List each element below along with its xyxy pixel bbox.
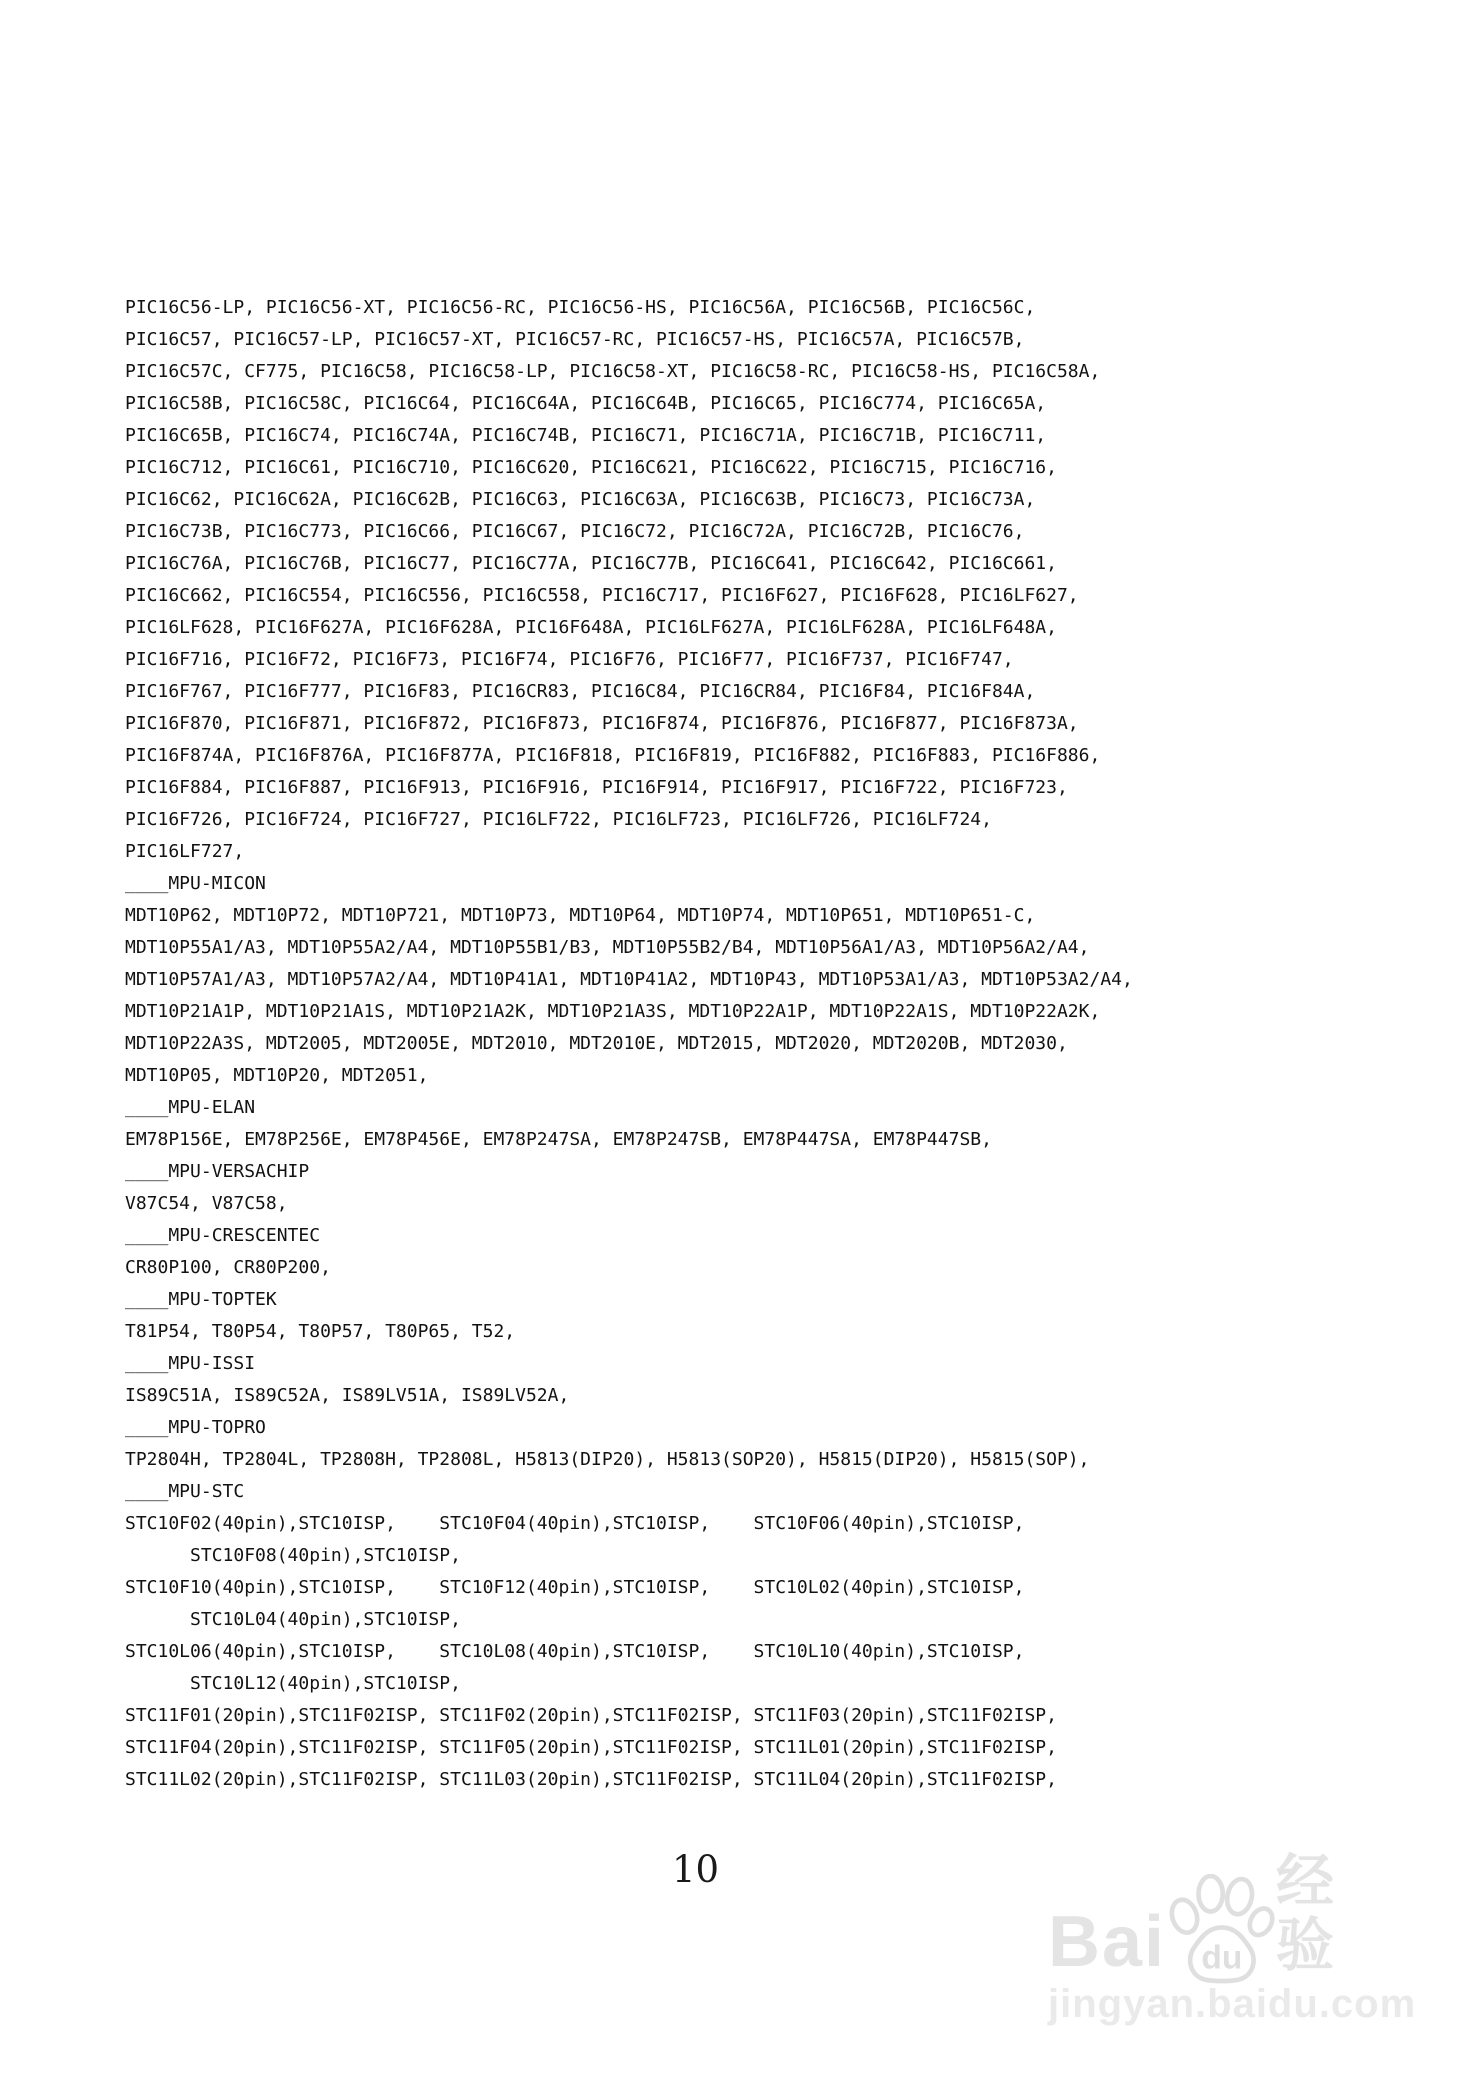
text-line: PIC16F874A, PIC16F876A, PIC16F877A, PIC16F818, PIC16F819, PIC16F882, PIC16F883, PIC16F886, <box>125 745 1101 766</box>
text-line: IS89C51A, IS89C52A, IS89LV51A, IS89LV52A, <box>125 1385 570 1406</box>
text-line: STC10L12(40pin),STC10ISP, <box>125 1673 461 1694</box>
text-line: PIC16C65B, PIC16C74, PIC16C74A, PIC16C74B, PIC16C71, PIC16C71A, PIC16C71B, PIC16C711, <box>125 425 1047 446</box>
text-line: PIC16LF727, <box>125 841 245 862</box>
text-line: ____MPU-ISSI <box>125 1353 256 1374</box>
text-line: PIC16C58B, PIC16C58C, PIC16C64, PIC16C64A, PIC16C64B, PIC16C65, PIC16C774, PIC16C65A, <box>125 393 1047 414</box>
watermark-cn-text: 经验 <box>1276 1849 1343 1978</box>
text-line: PIC16C57, PIC16C57-LP, PIC16C57-XT, PIC16C57-RC, PIC16C57-HS, PIC16C57A, PIC16C57B, <box>125 329 1025 350</box>
text-line: PIC16C73B, PIC16C773, PIC16C66, PIC16C67, PIC16C72, PIC16C72A, PIC16C72B, PIC16C76, <box>125 521 1025 542</box>
text-line: MDT10P22A3S, MDT2005, MDT2005E, MDT2010, MDT2010E, MDT2015, MDT2020, MDT2020B, MDT2030, <box>125 1033 1068 1054</box>
text-line: MDT10P05, MDT10P20, MDT2051, <box>125 1065 429 1086</box>
text-line: PIC16C56-LP, PIC16C56-XT, PIC16C56-RC, PIC16C56-HS, PIC16C56A, PIC16C56B, PIC16C56C, <box>125 297 1036 318</box>
text-line: STC11L02(20pin),STC11F02ISP, STC11L03(20pin),STC11F02ISP, STC11L04(20pin),STC11F02ISP, <box>125 1769 1057 1790</box>
text-line: PIC16C57C, CF775, PIC16C58, PIC16C58-LP, PIC16C58-XT, PIC16C58-RC, PIC16C58-HS, PIC16C58A, <box>125 361 1101 382</box>
part-number-list <box>125 292 1133 1796</box>
text-line: PIC16F870, PIC16F871, PIC16F872, PIC16F873, PIC16F874, PIC16F876, PIC16F877, PIC16F873A, <box>125 713 1079 734</box>
text-line: STC10F02(40pin),STC10ISP, STC10F04(40pin),STC10ISP, STC10F06(40pin),STC10ISP, <box>125 1513 1025 1534</box>
text-line: CR80P100, CR80P200, <box>125 1257 331 1278</box>
watermark-brand-text: Bai <box>1048 1902 1167 1982</box>
text-line: STC10L04(40pin),STC10ISP, <box>125 1609 461 1630</box>
baidu-jingyan-watermark <box>1048 1849 1417 2027</box>
text-line: STC11F01(20pin),STC11F02ISP, STC11F02(20pin),STC11F02ISP, STC11F03(20pin),STC11F02ISP, <box>125 1705 1057 1726</box>
text-line: ____MPU-TOPTEK <box>125 1289 277 1310</box>
text-line: MDT10P55A1/A3, MDT10P55A2/A4, MDT10P55B1/B3, MDT10P55B2/B4, MDT10P56A1/A3, MDT10P56A2/A4, <box>125 937 1090 958</box>
text-line: STC10F10(40pin),STC10ISP, STC10F12(40pin),STC10ISP, STC10L02(40pin),STC10ISP, <box>125 1577 1025 1598</box>
text-line: EM78P156E, EM78P256E, EM78P456E, EM78P247SA, EM78P247SB, EM78P447SA, EM78P447SB, <box>125 1129 992 1150</box>
text-line: ____MPU-ELAN <box>125 1097 256 1118</box>
text-line: PIC16F884, PIC16F887, PIC16F913, PIC16F916, PIC16F914, PIC16F917, PIC16F722, PIC16F723, <box>125 777 1068 798</box>
text-line: PIC16C712, PIC16C61, PIC16C710, PIC16C620, PIC16C621, PIC16C622, PIC16C715, PIC16C716, <box>125 457 1057 478</box>
text-line: ____MPU-TOPRO <box>125 1417 266 1438</box>
text-line: MDT10P62, MDT10P72, MDT10P721, MDT10P73, MDT10P64, MDT10P74, MDT10P651, MDT10P651-C, <box>125 905 1036 926</box>
text-line: MDT10P57A1/A3, MDT10P57A2/A4, MDT10P41A1, MDT10P41A2, MDT10P43, MDT10P53A1/A3, MDT10P53A2/A4, <box>125 969 1133 990</box>
baidu-paw-icon <box>1164 1874 1276 1992</box>
text-line: TP2804H, TP2804L, TP2808H, TP2808L, H5813(DIP20), H5813(SOP20), H5815(DIP20), H5815(SOP), <box>125 1449 1090 1470</box>
text-line: PIC16LF628, PIC16F627A, PIC16F628A, PIC16F648A, PIC16LF627A, PIC16LF628A, PIC16LF648A, <box>125 617 1057 638</box>
text-line: PIC16F726, PIC16F724, PIC16F727, PIC16LF722, PIC16LF723, PIC16LF726, PIC16LF724, <box>125 809 992 830</box>
text-line: PIC16C76A, PIC16C76B, PIC16C77, PIC16C77A, PIC16C77B, PIC16C641, PIC16C642, PIC16C661, <box>125 553 1057 574</box>
watermark-logo-row <box>1048 1849 1408 1982</box>
text-line: STC10F08(40pin),STC10ISP, <box>125 1545 461 1566</box>
text-line: ____MPU-VERSACHIP <box>125 1161 310 1182</box>
text-line: PIC16F767, PIC16F777, PIC16F83, PIC16CR83, PIC16C84, PIC16CR84, PIC16F84, PIC16F84A, <box>125 681 1036 702</box>
watermark-url: jingyan.baidu.com <box>1048 1982 1417 2026</box>
text-line: PIC16C662, PIC16C554, PIC16C556, PIC16C558, PIC16C717, PIC16F627, PIC16F628, PIC16LF627, <box>125 585 1079 606</box>
text-line: MDT10P21A1P, MDT10P21A1S, MDT10P21A2K, MDT10P21A3S, MDT10P22A1P, MDT10P22A1S, MDT10P22A2K, <box>125 1001 1101 1022</box>
page-number: 10 <box>672 1848 720 1891</box>
text-line: PIC16F716, PIC16F72, PIC16F73, PIC16F74, PIC16F76, PIC16F77, PIC16F737, PIC16F747, <box>125 649 1014 670</box>
text-line: V87C54, V87C58, <box>125 1193 288 1214</box>
text-line: STC10L06(40pin),STC10ISP, STC10L08(40pin),STC10ISP, STC10L10(40pin),STC10ISP, <box>125 1641 1025 1662</box>
text-line: PIC16C62, PIC16C62A, PIC16C62B, PIC16C63, PIC16C63A, PIC16C63B, PIC16C73, PIC16C73A, <box>125 489 1036 510</box>
watermark-du-text: du <box>1201 1939 1243 1977</box>
text-line: ____MPU-MICON <box>125 873 266 894</box>
text-line: T81P54, T80P54, T80P57, T80P65, T52, <box>125 1321 516 1342</box>
text-line: ____MPU-STC <box>125 1481 245 1502</box>
text-line: ____MPU-CRESCENTEC <box>125 1225 321 1246</box>
text-line: STC11F04(20pin),STC11F02ISP, STC11F05(20pin),STC11F02ISP, STC11L01(20pin),STC11F02ISP, <box>125 1737 1057 1758</box>
